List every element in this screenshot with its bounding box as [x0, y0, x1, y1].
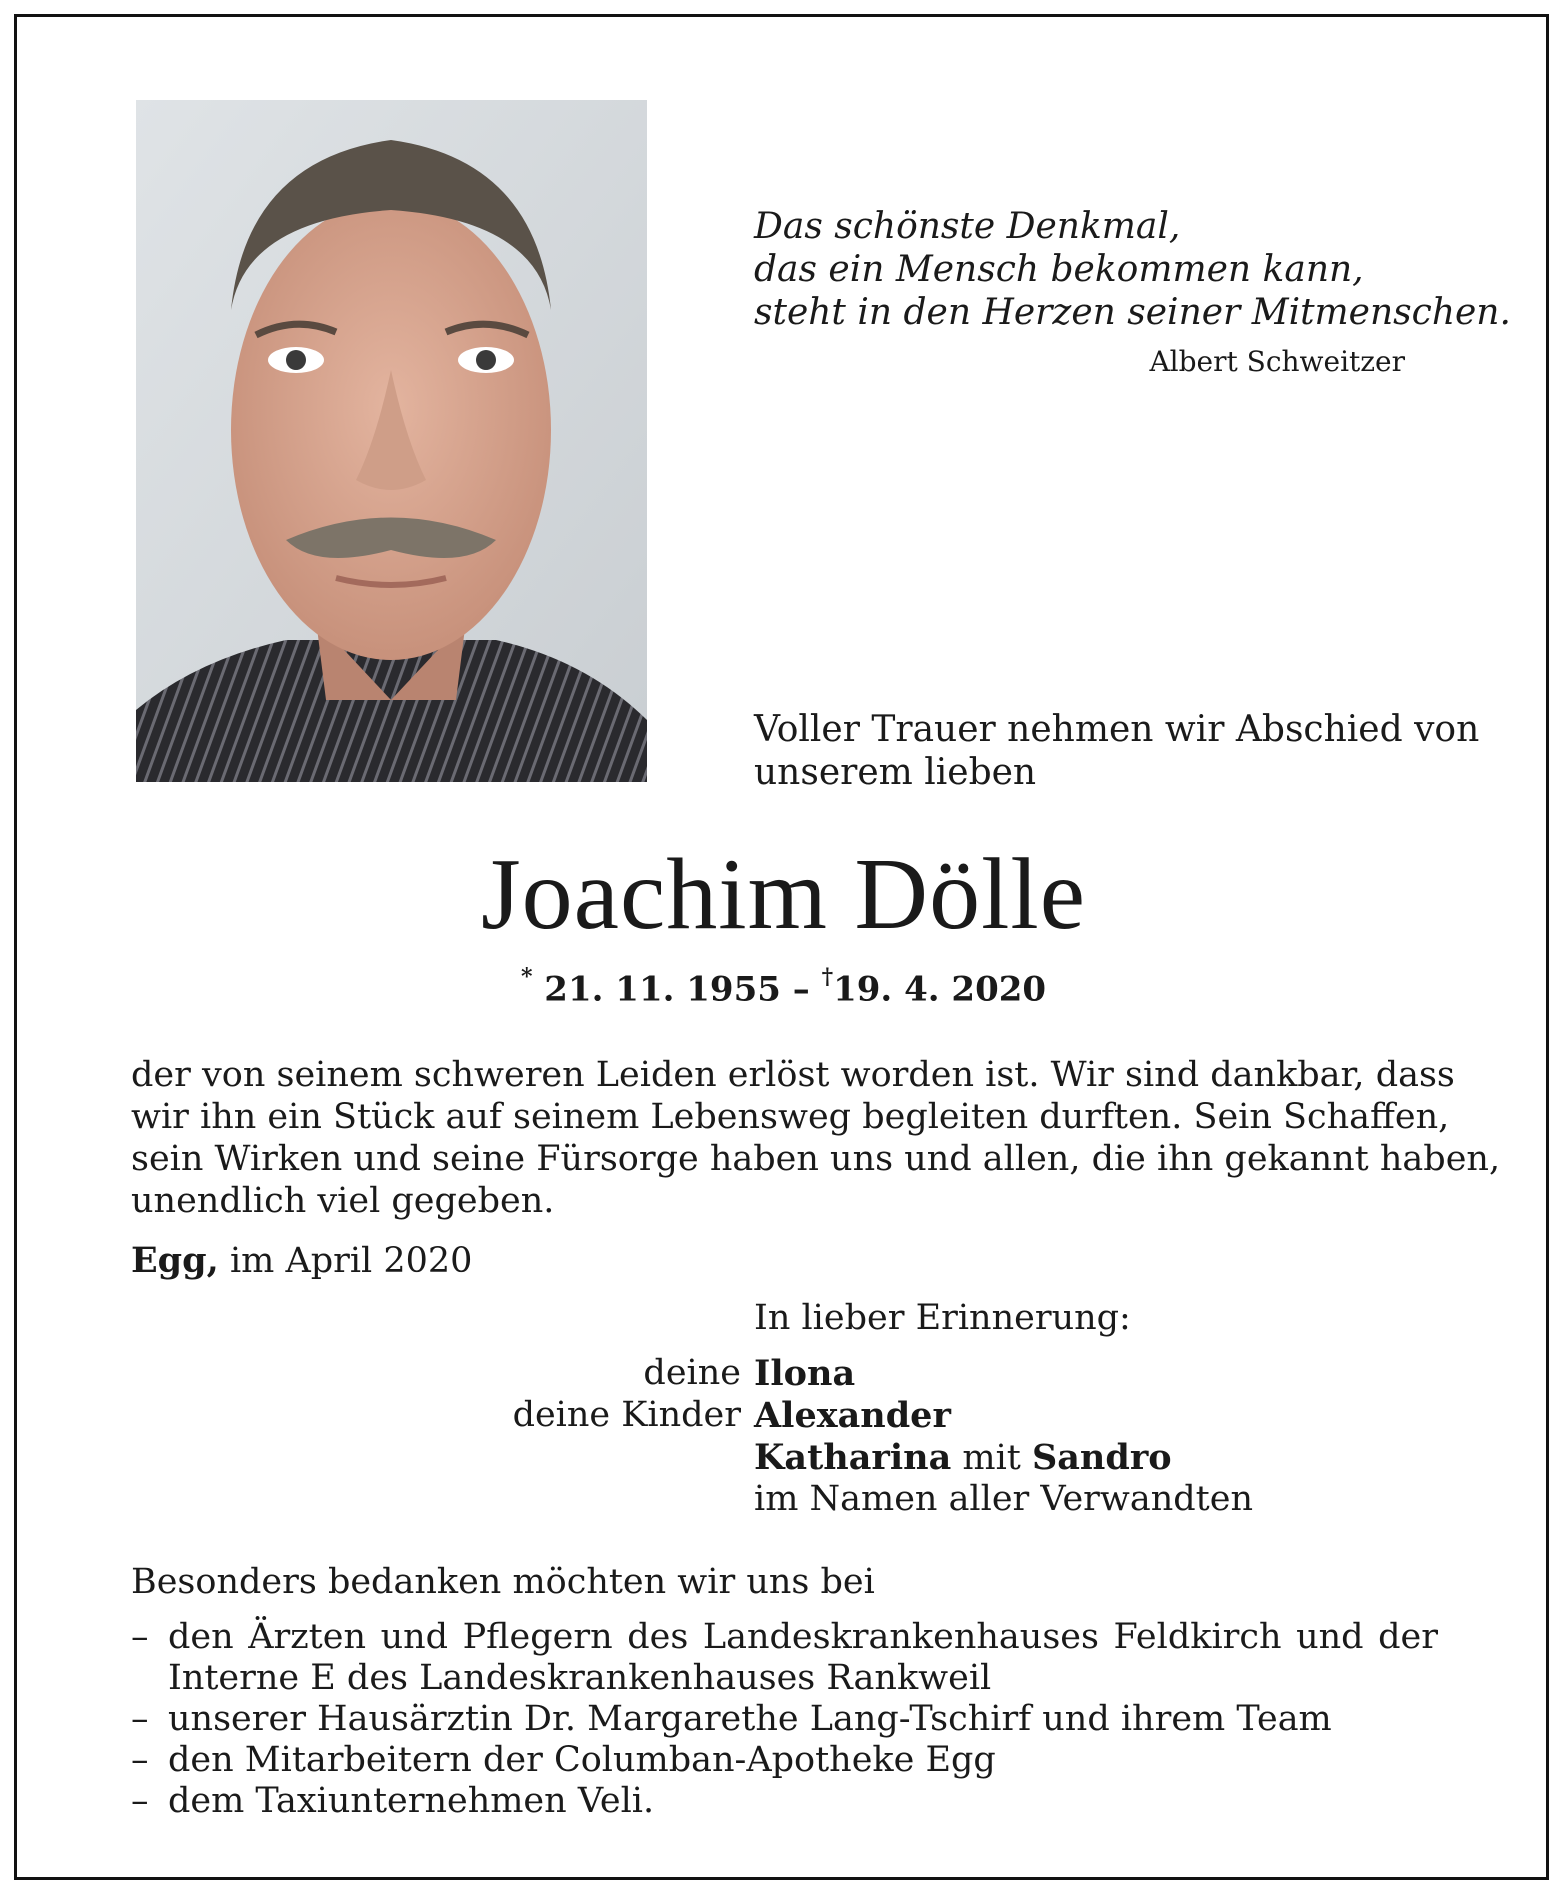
intro-line: Voller Trauer nehmen wir Abschied von [754, 709, 1480, 750]
relatives-line: im Namen aller Verwandten [754, 1479, 1253, 1519]
body-line: wir ihn ein Stück auf seinem Lebensweg begleiten durften. Sein Schaffen, [131, 1097, 1450, 1137]
thanks-list [131, 1617, 1438, 1822]
portrait-image [136, 100, 647, 782]
body-text [131, 1054, 1501, 1222]
death-symbol: † [821, 964, 834, 990]
thanks-item-text: dem Taxiunternehmen Veli. [168, 1781, 655, 1821]
life-dates [0, 964, 1567, 1010]
intro-line: unserem lieben [754, 752, 1037, 793]
body-line: der von seinem schweren Leiden erlöst worden ist. Wir sind dankbar, dass [131, 1055, 1455, 1095]
date-separator: – [780, 969, 822, 1010]
quote-author: Albert Schweitzer [1149, 345, 1405, 378]
dash: – [131, 1617, 149, 1657]
intro-text [754, 708, 1480, 794]
dash: – [131, 1740, 149, 1780]
wife-label: deine [643, 1353, 741, 1393]
partner-name: Sandro [1031, 1437, 1172, 1478]
birth-symbol: * [520, 964, 533, 990]
place-town: Egg, [131, 1240, 219, 1281]
deceased-name: Joachim Dölle [480, 838, 1087, 951]
thanks-item-text: den Ärzten und Pflegern des Landeskrankenhauses Feldkirch und der [168, 1617, 1438, 1657]
child1-name: Alexander [754, 1395, 951, 1436]
dash: – [131, 1699, 149, 1739]
portrait-photo [136, 100, 647, 782]
thanks-item-text: Interne E des Landeskrankenhauses Rankweil [168, 1658, 992, 1698]
thanks-item [131, 1740, 1438, 1781]
dash: – [131, 1781, 149, 1821]
birth-date: 21. 11. 1955 [544, 969, 781, 1010]
quote-line: Das schönste Denkmal, [754, 206, 1181, 247]
thanks-item [131, 1699, 1438, 1740]
thanks-item [131, 1781, 1438, 1822]
thanks-item-text: unserer Hausärztin Dr. Margarethe Lang-Tschirf und ihrem Team [168, 1699, 1332, 1739]
thanks-item-text: den Mitarbeitern der Columban-Apotheke Egg [168, 1740, 996, 1780]
body-line: sein Wirken und seine Fürsorge haben uns und allen, die ihn gekannt haben, [131, 1139, 1501, 1179]
memorial-quote [754, 205, 1511, 334]
with-word: mit [951, 1438, 1032, 1478]
child-name [754, 1395, 951, 1436]
child-line [754, 1437, 1172, 1478]
children-label: deine Kinder [512, 1395, 741, 1435]
place-date [131, 1240, 472, 1281]
wife-name-text: Ilona [754, 1353, 856, 1394]
body-line: unendlich viel gegeben. [131, 1181, 555, 1221]
thanks-title: Besonders bedanken möchten wir uns bei [131, 1562, 875, 1602]
place-month: im April 2020 [218, 1241, 473, 1281]
death-date: 19. 4. 2020 [833, 969, 1047, 1010]
child2-name: Katharina [754, 1437, 952, 1478]
quote-line: steht in den Herzen seiner Mitmenschen. [754, 292, 1511, 333]
quote-line: das ein Mensch bekommen kann, [754, 249, 1364, 290]
thanks-item [131, 1617, 1438, 1699]
wife-name [754, 1353, 855, 1394]
memory-heading: In lieber Erinnerung: [754, 1298, 1131, 1338]
